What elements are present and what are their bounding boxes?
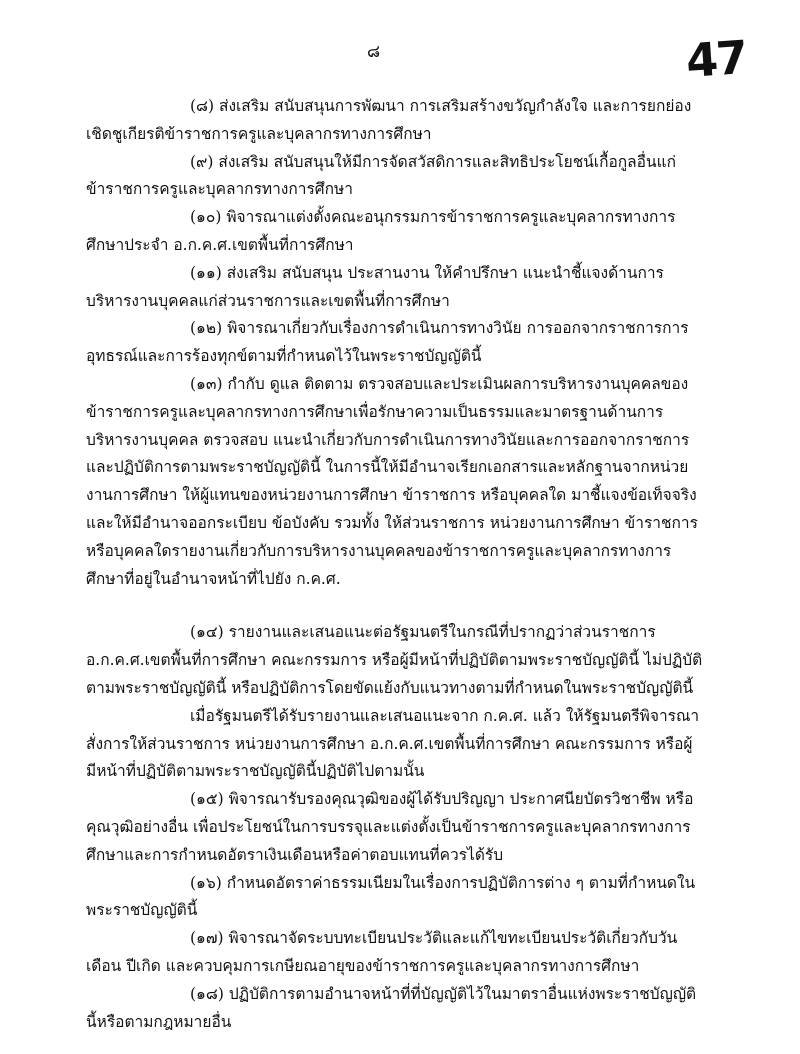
document-body bbox=[86, 93, 706, 1036]
paragraph-14-followup: เมื่อรัฐมนตรีได้รับรายงานและเสนอแนะจาก ก.ค.ศ. แล้ว ให้รัฐมนตรีพิจารณาสั่งการให้ส่วนราชการ หน่วยงานการศึกษา อ.ก.ค.ศ.เขตพื้นที่การศึกษา คณะกรรมการ หรือผู้มีหน้าที่ปฏิบัติตามพระราชบัญญัตินี้ปฏิบัติไปตามนั้น bbox=[86, 706, 700, 781]
paragraph-17: (๑๗) พิจารณาจัดระบบทะเบียนประวัติและแก้ไขทะเบียนประวัติเกี่ยวกับวัน เดือน ปีเกิด และควบคุมการเกษียณอายุของข้าราชการครูและบุคลากรทางการศึกษา bbox=[86, 929, 678, 975]
paragraph-16: (๑๖) กำหนดอัตราค่าธรรมเนียมในเรื่องการปฏิบัติการต่าง ๆ ตามที่กำหนดในพระราชบัญญัตินี้ bbox=[86, 873, 696, 920]
paragraph-15: (๑๕) พิจารณารับรองคุณวุฒิของผู้ได้รับปริญญา ประกาศนียบัตรวิชาชีพ หรือคุณวุฒิอย่างอื่น เพื่อประโยชน์ในการบรรจุและแต่งตั้งเป็นข้าราชการครูและบุคลากรทางการศึกษาและการกำหนดอัตราเงินเดือนหรือค่าตอบแทนที่ควรได้รับ bbox=[86, 790, 694, 864]
paragraph-13: (๑๓) กำกับ ดูแล ติดตาม ตรวจสอบและประเมินผลการบริหารงานบุคคลของข้าราชการครูและบุคลากรทางการศึกษาเพื่อรักษาความเป็นธรรมและมาตรฐานด้านการบริหารงานบุคคล ตรวจสอบ แนะนำเกี่ยวกับการดำเนินการทางวินัยและการออกจากราชการ และปฏิบัติการตามพระราชบัญญัตินี้ ในการนี้ให้มีอำนาจเรียกเอกสารและหลักฐานจากหน่วยงานการศึกษา ให้ผู้แทนของหน่วยงานการศึกษา ข้าราชการ หรือบุคคลใด มาชี้แจงข้อเท็จจริง และให้มีอำนาจออกระเบียบ ข้อบังคับ รวมทั้ง ให้ส่วนราชการ หน่วยงานการศึกษา ข้าราชการ หรือบุคคลใดรายงานเกี่ยวกับการบริหารงานบุคคลของข้าราชการครูและบุคลากรทางการศึกษาที่อยู่ในอำนาจหน้าที่ไปยัง ก.ค.ศ. bbox=[86, 374, 698, 588]
paragraph-9: (๙) ส่งเสริม สนับสนุนให้มีการจัดสวัสดิการและสิทธิประโยชน์เกื้อกูลอื่นแก่ข้าราชการครูและบุคลากรทางการศึกษา bbox=[86, 152, 676, 199]
paragraph-14: (๑๔) รายงานและเสนอแนะต่อรัฐมนตรีในกรณีที่ปรากฏว่าส่วนราชการ อ.ก.ค.ศ.เขตพื้นที่การศึกษา คณะกรรมการ หรือผู้มีหน้าที่ปฏิบัติตามพระราชบัญญัตินี้ ไม่ปฏิบัติตามพระราชบัญญัตินี้ หรือปฏิบัติการโดยขัดแย้งกับแนวทางตามที่กำหนดในพระราชบัญญัตินี้ bbox=[86, 623, 703, 697]
paragraph-18: (๑๘) ปฏิบัติการตามอำนาจหน้าที่ที่บัญญัติไว้ในมาตราอื่นแห่งพระราชบัญญัตินี้หรือตามกฎหมายอื่น bbox=[86, 984, 697, 1031]
page-number: ๘ bbox=[367, 42, 381, 62]
handwritten-page-stamp: 47 bbox=[684, 29, 748, 89]
paragraph-11: (๑๑) ส่งเสริม สนับสนุน ประสานงาน ให้คำปรึกษา แนะนำชี้แจงด้านการบริหารงานบุคคลแก่ส่วนราชการและเขตพื้นที่การศึกษา bbox=[86, 263, 664, 310]
paragraph-8: (๘) ส่งเสริม สนับสนุนการพัฒนา การเสริมสร้างขวัญกำลังใจ และการยกย่องเชิดชูเกียรติข้าราชการครูและบุคลากรทางการศึกษา bbox=[86, 97, 692, 143]
paragraph-10: (๑๐) พิจารณาแต่งตั้งคณะอนุกรรมการข้าราชการครูและบุคลากรทางการศึกษาประจำ อ.ก.ค.ศ.เขตพื้นที่การศึกษา bbox=[86, 208, 676, 254]
paragraph-12: (๑๒) พิจารณาเกี่ยวกับเรื่องการดำเนินการทางวินัย การออกจากราชการการอุทธรณ์และการร้องทุกข์ตามที่กำหนดไว้ในพระราชบัญญัตินี้ bbox=[86, 319, 689, 366]
